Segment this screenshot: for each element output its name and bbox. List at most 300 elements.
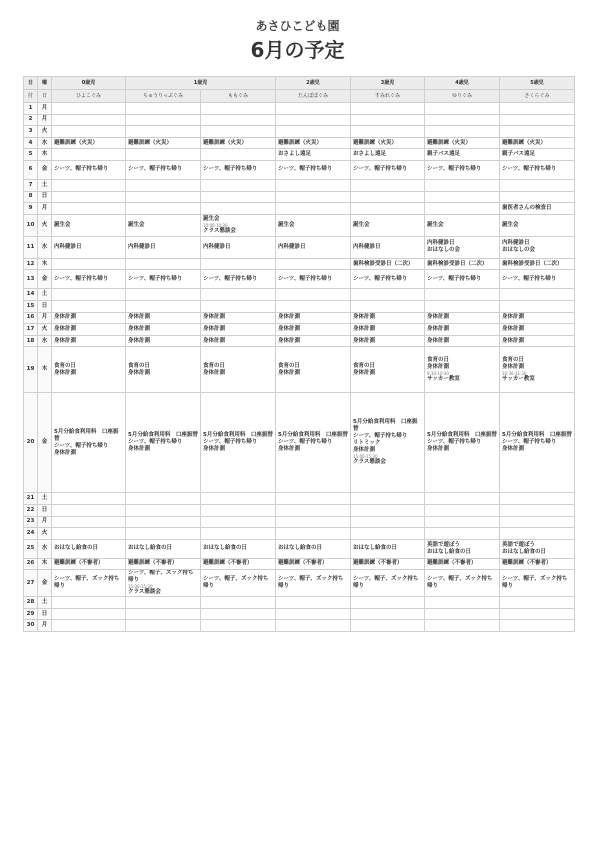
day-header-2: 付 (24, 90, 38, 103)
schedule-cell (500, 203, 575, 215)
schedule-entry: 5月分給食利用料 口座振替 (427, 432, 497, 439)
schedule-cell (351, 335, 425, 347)
schedule-cell (201, 300, 276, 312)
day-cell: 4 (24, 137, 38, 149)
schedule-entry: シーツ、帽子持ち帰り (128, 166, 183, 173)
schedule-cell (126, 347, 201, 393)
schedule-cell (201, 149, 276, 161)
schedule-cell (500, 570, 575, 597)
table-row (24, 270, 575, 289)
schedule-cell (500, 620, 575, 632)
schedule-cell (351, 528, 425, 540)
day-cell: 14 (24, 289, 38, 301)
schedule-cell (126, 137, 201, 149)
weekday-cell: 木 (38, 347, 52, 393)
schedule-cell (276, 608, 351, 620)
schedule-cell (425, 539, 500, 558)
org-name: あさひこども園 (255, 19, 340, 33)
schedule-cell (500, 160, 575, 179)
schedule-cell (201, 608, 276, 620)
schedule-cell (201, 528, 276, 540)
schedule-entry: シーツ、帽子持ち帰り (502, 166, 557, 173)
schedule-cell (52, 347, 126, 393)
schedule-cell (52, 393, 126, 493)
day-cell: 13 (24, 270, 38, 289)
schedule-entry: 5月分給食利用料 口座振替 (128, 432, 198, 439)
schedule-entry: 身体計測 (502, 337, 525, 344)
schedule-entry: おはなし給食の日 (502, 548, 547, 555)
schedule-entry: おはなし給食の日 (203, 545, 248, 552)
schedule-entry: 身体計測 (128, 369, 151, 376)
schedule-cell (126, 103, 201, 115)
schedule-cell (425, 191, 500, 203)
group-header-4: 4歳児 (425, 77, 500, 90)
schedule-cell (351, 608, 425, 620)
schedule-cell (351, 203, 425, 215)
schedule-entry: シーツ、帽子、ズック持ち帰り (427, 576, 493, 590)
table-row (24, 103, 575, 115)
schedule-cell (126, 597, 201, 609)
schedule-cell (126, 504, 201, 516)
schedule-entry: 避難訓練（火災） (203, 139, 248, 146)
page-title: 6月の予定 (250, 38, 345, 62)
schedule-cell (276, 214, 351, 236)
table-row (24, 324, 575, 336)
schedule-cell (500, 300, 575, 312)
day-cell: 12 (24, 258, 38, 270)
schedule-entry: 避難訓練（火災） (54, 139, 99, 146)
schedule-cell (425, 236, 500, 258)
class-header: さくらぐみ (500, 90, 575, 103)
schedule-cell (276, 347, 351, 393)
schedule-cell (126, 324, 201, 336)
table-row (24, 528, 575, 540)
schedule-entry: 15:00-15:30 (353, 454, 378, 460)
schedule-entry: 避難訓練（不審者） (502, 560, 552, 567)
weekday-cell: 月 (38, 203, 52, 215)
schedule-cell (351, 258, 425, 270)
schedule-entry: 避難訓練（火災） (427, 139, 472, 146)
schedule-entry: シーツ、帽子持ち帰り (54, 275, 109, 282)
weekday-cell: 日 (38, 300, 52, 312)
schedule-cell (126, 149, 201, 161)
schedule-cell (425, 393, 500, 493)
schedule-cell (201, 203, 276, 215)
table-row (24, 300, 575, 312)
schedule-cell (52, 179, 126, 191)
schedule-entry: シーツ、帽子持ち帰り (427, 275, 482, 282)
schedule-entry: おさよし遠足 (278, 151, 312, 158)
schedule-entry: 身体計測 (54, 369, 77, 376)
weekday-cell: 土 (38, 179, 52, 191)
schedule-cell (126, 539, 201, 558)
schedule-cell (425, 114, 500, 126)
weekday-cell: 水 (38, 335, 52, 347)
schedule-table (23, 76, 575, 632)
schedule-cell (276, 137, 351, 149)
schedule-entry: 歯科検診受診日（二次） (427, 260, 488, 267)
schedule-entry: 歯科検診受診日（二次） (502, 260, 563, 267)
schedule-cell (351, 270, 425, 289)
schedule-cell (126, 608, 201, 620)
schedule-entry: シーツ、帽子持ち帰り (353, 275, 408, 282)
table-row (24, 214, 575, 236)
schedule-cell (52, 191, 126, 203)
schedule-cell (500, 191, 575, 203)
schedule-cell (425, 335, 500, 347)
schedule-cell (500, 493, 575, 505)
schedule-entry: 身体計測 (427, 337, 450, 344)
day-cell: 17 (24, 324, 38, 336)
schedule-entry: おはなし給食の日 (427, 548, 472, 555)
schedule-cell (276, 312, 351, 324)
schedule-cell (276, 114, 351, 126)
day-cell: 28 (24, 597, 38, 609)
schedule-entry: 避難訓練（火災） (353, 139, 398, 146)
schedule-entry: シーツ、帽子持ち帰り (502, 439, 557, 446)
schedule-cell (351, 539, 425, 558)
schedule-entry: 内科健診日 (128, 243, 156, 250)
schedule-cell (126, 258, 201, 270)
schedule-cell (425, 160, 500, 179)
schedule-entry: シーツ、帽子持ち帰り (54, 166, 109, 173)
weekday-cell: 金 (38, 393, 52, 493)
schedule-entry: 身体計測 (353, 369, 376, 376)
schedule-entry: おはなし給食の日 (353, 545, 398, 552)
table-row (24, 126, 575, 138)
schedule-entry: シーツ、帽子持ち帰り (278, 275, 333, 282)
schedule-entry: おはなし給食の日 (54, 545, 99, 552)
schedule-cell (425, 493, 500, 505)
schedule-entry: 身体計測 (203, 314, 226, 321)
schedule-entry: 誕生会 (278, 221, 295, 228)
schedule-cell (126, 393, 201, 493)
schedule-entry: シーツ、帽子、ズック持ち帰り (203, 576, 269, 590)
schedule-entry: 誕生会 (502, 221, 519, 228)
schedule-cell (425, 516, 500, 528)
schedule-entry: シーツ、帽子持ち帰り (203, 439, 258, 446)
schedule-cell (201, 558, 276, 570)
table-row (24, 504, 575, 516)
weekday-header: 曜 (38, 77, 52, 90)
schedule-entry: 身体計測 (502, 314, 525, 321)
schedule-entry: 身体計測 (427, 325, 450, 332)
schedule-cell (126, 191, 201, 203)
schedule-entry: 5月分給食利用料 口座振替 (54, 428, 119, 442)
schedule-cell (500, 324, 575, 336)
schedule-cell (351, 289, 425, 301)
table-row (24, 191, 575, 203)
schedule-cell (52, 608, 126, 620)
schedule-cell (351, 236, 425, 258)
schedule-cell (500, 504, 575, 516)
schedule-cell (276, 620, 351, 632)
schedule-cell (500, 597, 575, 609)
weekday-cell: 土 (38, 597, 52, 609)
schedule-entry: 身体計測 (278, 314, 301, 321)
schedule-cell (425, 137, 500, 149)
schedule-entry: クラス懇談会 (353, 459, 386, 466)
schedule-entry: 身体計測 (128, 446, 151, 453)
schedule-entry: 食育の日 (502, 356, 525, 363)
day-cell: 10 (24, 214, 38, 236)
schedule-cell (351, 300, 425, 312)
schedule-entry: クラス懇談会 (128, 589, 161, 596)
schedule-entry: 身体計測 (128, 314, 151, 321)
schedule-entry: 内科健診日 (502, 240, 530, 247)
schedule-cell (201, 270, 276, 289)
schedule-entry: 身体計測 (54, 325, 77, 332)
schedule-entry: シーツ、帽子持ち帰り (278, 439, 333, 446)
schedule-entry: 避難訓練（火災） (502, 139, 547, 146)
day-cell: 18 (24, 335, 38, 347)
schedule-cell (500, 103, 575, 115)
schedule-cell (52, 126, 126, 138)
schedule-entry: 9:30-10:30 (427, 370, 449, 376)
schedule-entry: 身体計測 (427, 314, 450, 321)
schedule-cell (500, 608, 575, 620)
schedule-cell (351, 558, 425, 570)
table-row (24, 137, 575, 149)
schedule-cell (500, 528, 575, 540)
schedule-cell (425, 258, 500, 270)
schedule-entry: 食育の日 (353, 362, 376, 369)
schedule-entry: 内科健診日 (278, 243, 306, 250)
schedule-entry: 身体計測 (203, 325, 226, 332)
schedule-entry: シーツ、帽子持ち帰り (128, 439, 183, 446)
day-cell: 15 (24, 300, 38, 312)
schedule-entry: 内科健診日 (203, 243, 231, 250)
schedule-cell (500, 270, 575, 289)
schedule-cell (201, 137, 276, 149)
schedule-cell (500, 335, 575, 347)
schedule-entry: 5月分給食利用料 口座振替 (203, 432, 273, 439)
weekday-cell: 水 (38, 539, 52, 558)
schedule-cell (126, 570, 201, 597)
schedule-cell (500, 137, 575, 149)
weekday-cell: 金 (38, 270, 52, 289)
schedule-entry: 食育の日 (203, 362, 226, 369)
group-header-1: 1歳児 (126, 77, 276, 90)
schedule-cell (351, 160, 425, 179)
schedule-cell (500, 258, 575, 270)
class-header: すみれぐみ (351, 90, 425, 103)
schedule-cell (126, 270, 201, 289)
schedule-cell (500, 214, 575, 236)
day-cell: 8 (24, 191, 38, 203)
table-row (24, 203, 575, 215)
day-header: 日 (24, 77, 38, 90)
schedule-cell (425, 570, 500, 597)
schedule-entry: 身体計測 (54, 449, 77, 456)
schedule-cell (126, 114, 201, 126)
schedule-cell (351, 620, 425, 632)
schedule-entry: 身体計測 (353, 447, 376, 454)
schedule-cell (276, 324, 351, 336)
header-row-classes (24, 90, 575, 103)
schedule-entry: シーツ、帽子持ち帰り (203, 166, 258, 173)
schedule-cell (351, 179, 425, 191)
schedule-cell (276, 179, 351, 191)
schedule-cell (52, 570, 126, 597)
schedule-entry: 身体計測 (278, 446, 301, 453)
schedule-cell (500, 347, 575, 393)
class-header: たんぽぽぐみ (276, 90, 351, 103)
schedule-cell (126, 300, 201, 312)
table-row (24, 289, 575, 301)
weekday-cell: 日 (38, 504, 52, 516)
schedule-cell (351, 393, 425, 493)
schedule-entry: リトミック (353, 440, 381, 447)
schedule-cell (201, 335, 276, 347)
schedule-cell (276, 160, 351, 179)
schedule-cell (351, 126, 425, 138)
schedule-cell (52, 324, 126, 336)
weekday-cell: 月 (38, 312, 52, 324)
schedule-cell (201, 312, 276, 324)
schedule-entry: おはなし給食の日 (128, 545, 173, 552)
table-row (24, 516, 575, 528)
schedule-entry: おはなし給食の日 (278, 545, 323, 552)
schedule-cell (425, 103, 500, 115)
schedule-entry: 避難訓練（不審者） (203, 560, 253, 567)
schedule-cell (276, 597, 351, 609)
schedule-cell (52, 558, 126, 570)
group-header-2: 2歳児 (276, 77, 351, 90)
schedule-cell (500, 289, 575, 301)
schedule-cell (201, 493, 276, 505)
schedule-entry: 身体計測 (502, 363, 525, 370)
schedule-cell (201, 347, 276, 393)
schedule-cell (351, 347, 425, 393)
schedule-cell (201, 179, 276, 191)
schedule-cell (500, 539, 575, 558)
schedule-entry: 身体計測 (427, 363, 450, 370)
schedule-entry: 誕生会 (353, 221, 370, 228)
schedule-cell (276, 335, 351, 347)
day-cell: 22 (24, 504, 38, 516)
table-row (24, 258, 575, 270)
weekday-cell: 火 (38, 528, 52, 540)
schedule-cell (351, 570, 425, 597)
schedule-entry: 誕生会 (54, 221, 71, 228)
schedule-entry: 内科健診日 (54, 243, 82, 250)
schedule-cell (425, 179, 500, 191)
schedule-entry: シーツ、帽子持ち帰り (278, 166, 333, 173)
schedule-entry: シーツ、帽子持ち帰り (353, 433, 408, 440)
schedule-entry: 5月分給食利用料 口座振替 (353, 419, 418, 433)
weekday-cell: 月 (38, 103, 52, 115)
schedule-entry: シーツ、帽子、ズック持ち帰り (128, 570, 194, 584)
schedule-entry: 避難訓練（不審者） (128, 560, 178, 567)
table-row (24, 620, 575, 632)
day-cell: 25 (24, 539, 38, 558)
schedule-entry: 食育の日 (54, 362, 77, 369)
schedule-cell (126, 493, 201, 505)
schedule-entry: 身体計測 (427, 446, 450, 453)
schedule-cell (126, 620, 201, 632)
schedule-cell (425, 289, 500, 301)
schedule-cell (52, 114, 126, 126)
schedule-entry: 避難訓練（不審者） (427, 560, 477, 567)
schedule-cell (425, 126, 500, 138)
schedule-entry: 食育の日 (278, 362, 301, 369)
schedule-cell (52, 270, 126, 289)
group-header-5: 5歳児 (500, 77, 575, 90)
schedule-cell (276, 516, 351, 528)
day-cell: 5 (24, 149, 38, 161)
group-header-0: 0歳児 (52, 77, 126, 90)
schedule-cell (425, 528, 500, 540)
day-cell: 26 (24, 558, 38, 570)
table-row (24, 312, 575, 324)
schedule-entry: サッカー教室 (502, 375, 535, 382)
schedule-cell (201, 324, 276, 336)
table-row (24, 570, 575, 597)
schedule-cell (276, 539, 351, 558)
schedule-cell (351, 324, 425, 336)
table-row (24, 493, 575, 505)
schedule-cell (126, 289, 201, 301)
schedule-cell (276, 103, 351, 115)
schedule-entry: 食育の日 (128, 362, 151, 369)
schedule-cell (126, 126, 201, 138)
schedule-cell (351, 516, 425, 528)
schedule-cell (351, 191, 425, 203)
schedule-body (24, 103, 575, 632)
schedule-entry: 身体計測 (128, 337, 151, 344)
schedule-entry: 身体計測 (353, 337, 376, 344)
table-row (24, 347, 575, 393)
schedule-cell (500, 558, 575, 570)
schedule-entry: シーツ、帽子持ち帰り (203, 275, 258, 282)
schedule-cell (52, 214, 126, 236)
schedule-cell (126, 528, 201, 540)
day-cell: 11 (24, 236, 38, 258)
day-cell: 20 (24, 393, 38, 493)
schedule-cell (126, 335, 201, 347)
schedule-cell (500, 179, 575, 191)
weekday-cell: 月 (38, 114, 52, 126)
class-header: ちゅうりっぷぐみ (126, 90, 201, 103)
schedule-entry: 親子バス遠足 (502, 151, 536, 158)
day-cell: 9 (24, 203, 38, 215)
schedule-entry: シーツ、帽子持ち帰り (427, 439, 482, 446)
schedule-entry: 内科健診日 (427, 240, 455, 247)
schedule-cell (201, 597, 276, 609)
schedule-entry: 身体計測 (203, 369, 226, 376)
schedule-cell (276, 236, 351, 258)
table-row (24, 179, 575, 191)
schedule-cell (276, 393, 351, 493)
schedule-entry: 身体計測 (203, 337, 226, 344)
schedule-cell (276, 258, 351, 270)
schedule-entry: 歯医者さんの検査日 (502, 204, 552, 211)
schedule-cell (276, 149, 351, 161)
schedule-entry: 身体計測 (502, 446, 525, 453)
schedule-cell (351, 312, 425, 324)
schedule-cell (425, 324, 500, 336)
header-row-groups (24, 77, 575, 90)
weekday-cell: 土 (38, 493, 52, 505)
schedule-cell (52, 160, 126, 179)
schedule-cell (276, 528, 351, 540)
schedule-entry: おはなしの会 (502, 247, 536, 254)
weekday-cell: 金 (38, 570, 52, 597)
schedule-cell (425, 149, 500, 161)
schedule-cell (500, 516, 575, 528)
table-row (24, 597, 575, 609)
